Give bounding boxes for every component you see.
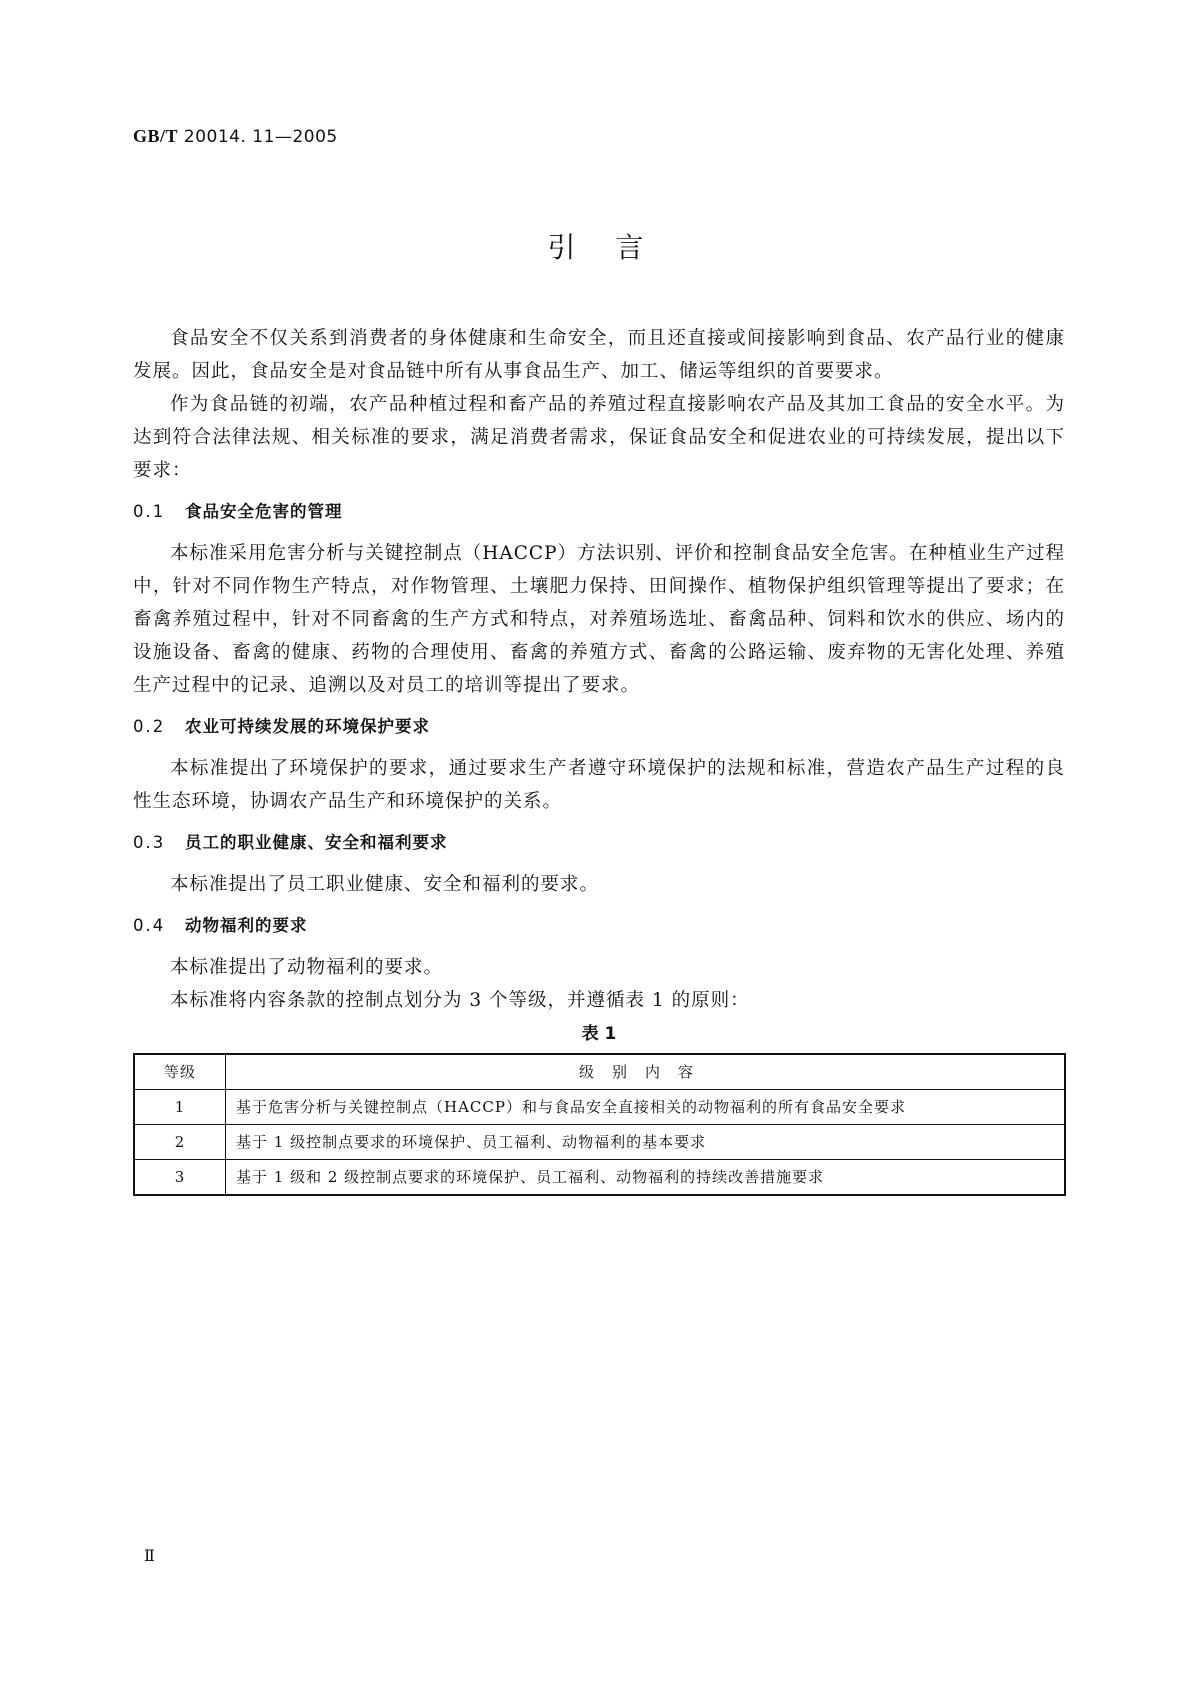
intro-paragraph: 食品安全不仅关系到消费者的身体健康和生命安全，而且还直接或间接影响到食品、农产品行业的健康发展。因此，食品安全是对食品链中所有从事食品生产、加工、储运等组织的首要要求。	[133, 328, 1065, 382]
section-paragraph: 本标准采用危害分析与关键控制点（HACCP）方法识别、评价和控制食品安全危害。在种植业生产过程中，针对不同作物生产特点，对作物管理、土壤肥力保持、田间操作、植物保护组织管理等提出了要求；在畜禽养殖过程中，针对不同畜禽的生产方式和特点，对养殖场选址、畜禽品种、饲料和饮水的供应、场内的设施设备、畜禽的健康、药物的合理使用、畜禽的养殖方式、畜禽的公路运输、废弃物的无害化处理、养殖生产过程中的记录、追溯以及对员工的培训等提出了要求。	[133, 543, 1065, 696]
section-paragraph: 本标准提出了动物福利的要求。	[170, 957, 444, 978]
levels-table	[133, 1053, 1066, 1196]
cell-level: 2	[134, 1125, 226, 1160]
cell-level: 1	[134, 1090, 226, 1125]
cell-content: 基于 1 级控制点要求的环境保护、员工福利、动物福利的基本要求	[226, 1125, 1066, 1160]
header-content: 级别内容	[226, 1054, 1066, 1090]
intro-paragraph: 作为食品链的初端，农产品种植过程和畜产品的养殖过程直接影响农产品及其加工食品的安全水平。为达到符合法律法规、相关标准的要求，满足消费者需求，保证食品安全和促进农业的可持续发展，提出以下要求：	[133, 394, 1065, 481]
section-number: 0.2	[133, 717, 166, 736]
section-title: 动物福利的要求	[185, 916, 308, 935]
table-row	[134, 1125, 1065, 1160]
standard-number	[133, 126, 338, 147]
standard-prefix: GB/T	[133, 126, 179, 146]
section-title: 农业可持续发展的环境保护要求	[185, 717, 430, 736]
section-paragraph: 本标准提出了员工职业健康、安全和福利的要求。	[170, 874, 600, 895]
section-heading	[133, 911, 1065, 941]
section-title: 食品安全危害的管理	[185, 502, 343, 521]
section-heading	[133, 828, 1065, 858]
cell-content: 基于危害分析与关键控制点（HACCP）和与食品安全直接相关的动物福利的所有食品安全要求	[226, 1090, 1066, 1125]
table-row	[134, 1090, 1065, 1125]
document-body	[133, 322, 1065, 1196]
table-row	[134, 1160, 1065, 1196]
section-heading	[133, 497, 1065, 527]
section-heading	[133, 712, 1065, 742]
section-number: 0.1	[133, 502, 166, 521]
table-header-row	[134, 1054, 1065, 1090]
section-number: 0.3	[133, 833, 166, 852]
cell-level: 3	[134, 1160, 226, 1196]
page-title: 引言	[547, 231, 684, 264]
page-number: Ⅱ	[144, 1548, 155, 1565]
section-paragraph: 本标准提出了环境保护的要求，通过要求生产者遵守环境保护的法规和标准，营造农产品生产过程的良性生态环境，协调农产品生产和环境保护的关系。	[133, 758, 1065, 812]
cell-content: 基于 1 级和 2 级控制点要求的环境保护、员工福利、动物福利的持续改善措施要求	[226, 1160, 1066, 1196]
header-level: 等级	[134, 1054, 226, 1090]
section-title: 员工的职业健康、安全和福利要求	[185, 833, 448, 852]
standard-code: 20014. 11—2005	[183, 127, 338, 147]
table-caption: 表 1	[581, 1024, 617, 1044]
section-paragraph: 本标准将内容条款的控制点划分为 3 个等级，并遵循表 1 的原则：	[170, 990, 750, 1011]
section-number: 0.4	[133, 916, 166, 935]
